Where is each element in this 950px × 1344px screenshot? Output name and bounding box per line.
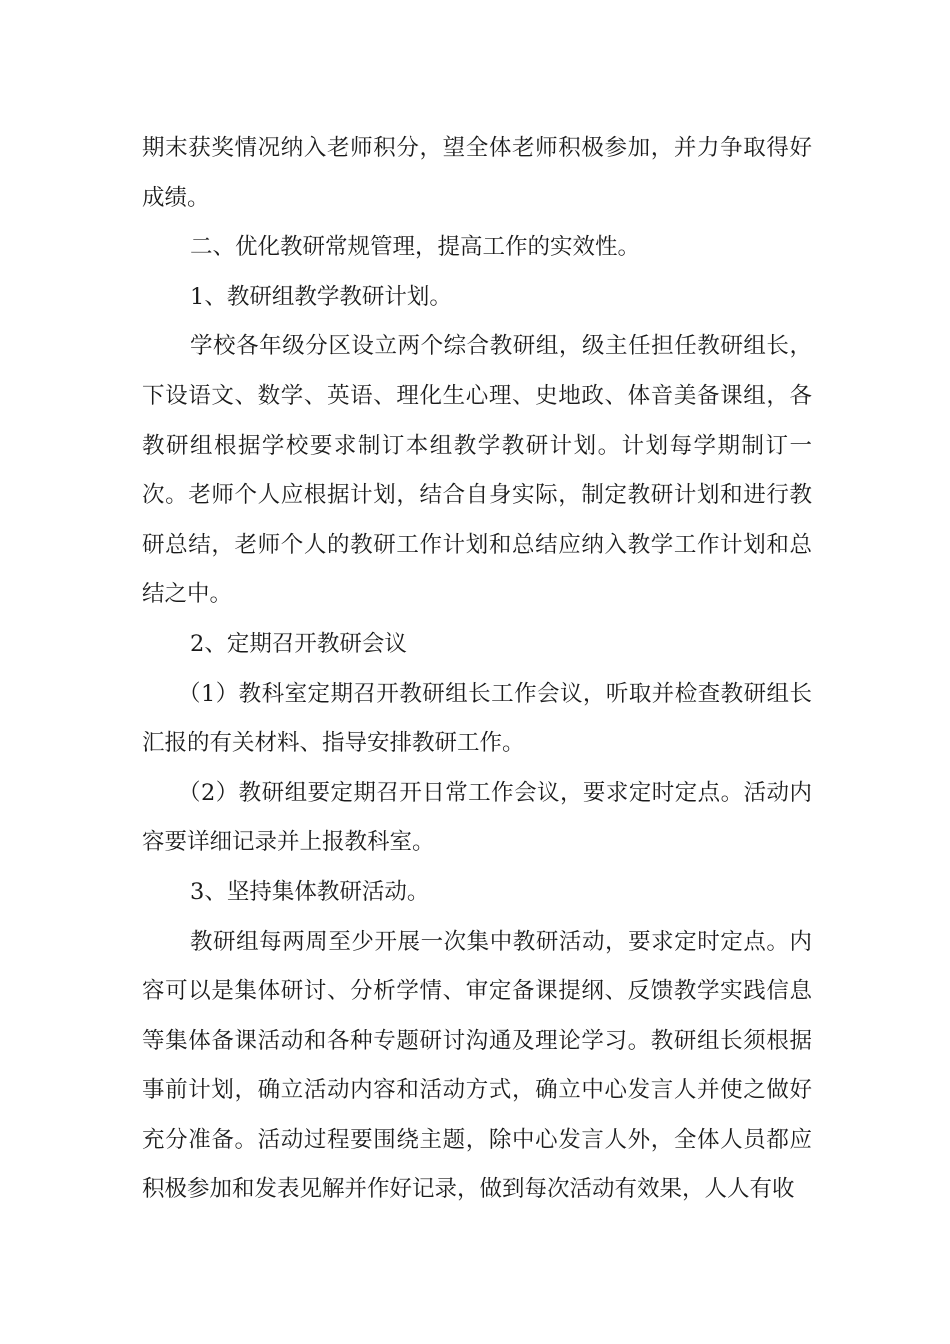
- document-body: [142, 124, 812, 1215]
- paragraph-research-plan: 学校各年级分区设立两个综合教研组，级主任担任教研组长，下设语文、数学、英语、理化生心理、史地政、体音美备课组，各教研组根据学校要求制订本组教学教研计划。计划每学期制订一次。老师个人应根据计划，结合自身实际，制定教研计划和进行教研总结，老师个人的教研工作计划和总结应纳入教学工作计划和总结之中。: [142, 333, 812, 608]
- subheading-3: 3、坚持集体教研活动。: [190, 878, 430, 905]
- paragraph-continuation: 期末获奖情况纳入老师积分，望全体老师积极参加，并力争取得好成绩。: [142, 135, 812, 211]
- paragraph-item-2: （2）教研组要定期召开日常工作会议，要求定时定点。活动内容要详细记录并上报教科室。: [142, 779, 812, 856]
- section-heading-2: 二、优化教研常规管理，提高工作的实效性。: [190, 234, 641, 261]
- subheading-2: 2、定期召开教研会议: [190, 630, 407, 657]
- subheading-1: 1、教研组教学教研计划。: [190, 283, 452, 310]
- paragraph-group-activity: 教研组每两周至少开展一次集中教研活动，要求定时定点。内容可以是集体研讨、分析学情、审定备课提纲、反馈教学实践信息等集体备课活动和各种专题研讨沟通及理论学习。教研组长须根据事前计划，确立活动内容和活动方式，确立中心发言人并使之做好充分准备。活动过程要围绕主题，除中心发言人外，全体人员都应积极参加和发表见解并作好记录，做到每次活动有效果，人人有收: [142, 928, 812, 1203]
- paragraph-item-1: （1）教科室定期召开教研组长工作会议，听取并检查教研组长汇报的有关材料、指导安排教研工作。: [142, 680, 812, 757]
